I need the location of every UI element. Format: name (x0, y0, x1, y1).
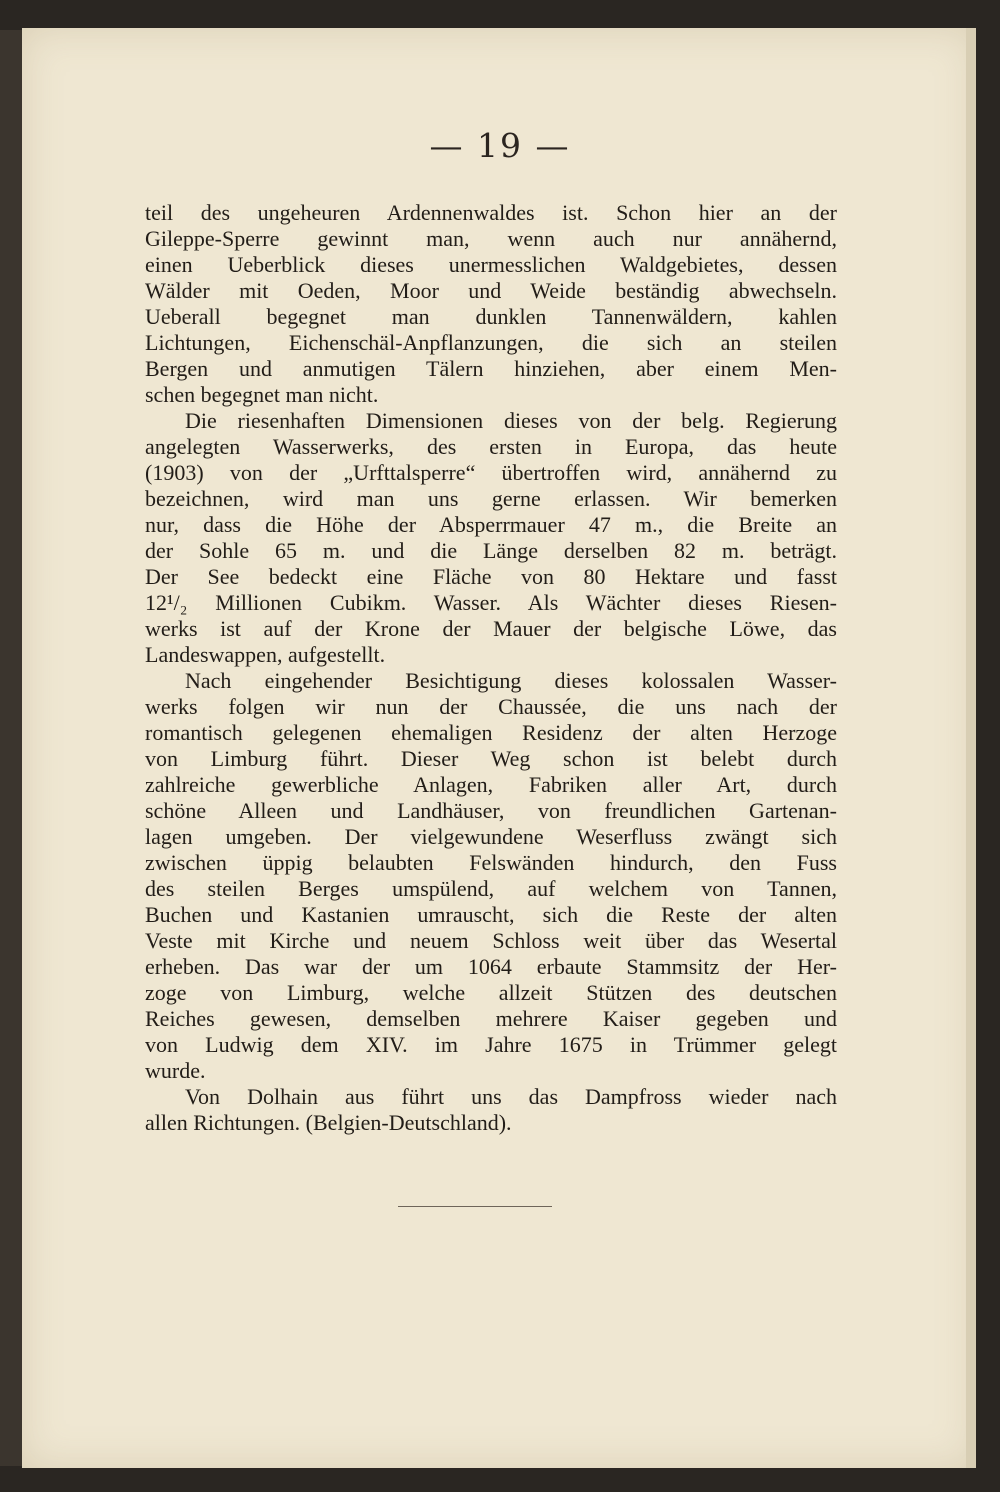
text-line: schen begegnet man nicht. (145, 382, 379, 407)
text-line: Ueberall begegnet man dunklen Tannenwäldern, kahlen (145, 304, 837, 329)
text-line: Von Dolhain aus führt uns das Dampfross wieder nach (185, 1084, 837, 1109)
text-line: teil des ungeheuren Ardennenwaldes ist. Schon hier an der (145, 200, 837, 225)
text-line: Nach eingehender Besichtigung dieses kolossalen Wasser- (185, 668, 837, 693)
text-line: des steilen Berges umspülend, auf welchem von Tannen, (145, 876, 837, 901)
end-rule (398, 1206, 552, 1207)
page-edge (966, 28, 976, 1468)
text-line: Der See bedeckt eine Fläche von 80 Hektare und fasst (145, 564, 837, 589)
text-line: der Sohle 65 m. und die Länge derselben 82 m. beträgt. (145, 538, 837, 563)
text-line: lagen umgeben. Der vielgewundene Weserfluss zwängt sich (145, 824, 837, 849)
text-line: Die riesenhaften Dimensionen dieses von der belg. Regierung (185, 408, 837, 433)
text-line: Wälder mit Oeden, Moor und Weide beständig abwechseln. (145, 278, 837, 303)
text-line: angelegten Wasserwerks, des ersten in Europa, das heute (145, 434, 837, 459)
text-line: von Ludwig dem XIV. im Jahre 1675 in Trümmer gelegt (145, 1032, 837, 1057)
text-line: von Limburg führt. Dieser Weg schon ist belebt durch (145, 746, 837, 771)
text-line: Bergen und anmutigen Tälern hinziehen, aber einem Men- (145, 356, 837, 381)
text-line: Reiches gewesen, demselben mehrere Kaiser gegeben und (145, 1006, 837, 1031)
text-line: nur, dass die Höhe der Absperrmauer 47 m., die Breite an (145, 512, 837, 537)
text-line: Landeswappen, aufgestellt. (145, 642, 386, 667)
text-line: einen Ueberblick dieses unermesslichen Waldgebietes, dessen (145, 252, 837, 277)
text-line: romantisch gelegenen ehemaligen Residenz der alten Herzoge (145, 720, 837, 745)
text-line: zwischen üppig belaubten Felswänden hindurch, den Fuss (145, 850, 837, 875)
text-line: (1903) von der „Urfttalsperre“ übertroffen wird, annähernd zu (145, 460, 837, 485)
text-line: wurde. (145, 1058, 206, 1083)
text-line: Veste mit Kirche und neuem Schloss weit über das Wesertal (145, 928, 837, 953)
text-line: zahlreiche gewerbliche Anlagen, Fabriken aller Art, durch (145, 772, 837, 797)
text-line: Buchen und Kastanien umrauscht, sich die Reste der alten (145, 902, 837, 927)
text-line: schöne Alleen und Landhäuser, von freundlichen Gartenan- (145, 798, 837, 823)
text-line: allen Richtungen. (Belgien-Deutschland). (145, 1110, 512, 1135)
text-line: 12¹/₂ Millionen Cubikm. Wasser. Als Wächter dieses Riesen- (145, 590, 837, 615)
body-text (145, 200, 837, 1136)
text-line: bezeichnen, wird man uns gerne erlassen. Wir bemerken (145, 486, 837, 511)
page-number: — 19 — (429, 126, 571, 165)
text-line: werks ist auf der Krone der Mauer der belgische Löwe, das (145, 616, 837, 641)
text-line: erheben. Das war der um 1064 erbaute Stammsitz der Her- (145, 954, 837, 979)
text-line: werks folgen wir nun der Chaussée, die uns nach der (145, 694, 837, 719)
book-spine-edge (0, 30, 22, 1466)
text-line: Gileppe-Sperre gewinnt man, wenn auch nur annähernd, (145, 226, 837, 251)
text-line: Lichtungen, Eichenschäl-Anpflanzungen, die sich an steilen (145, 330, 837, 355)
text-line: zoge von Limburg, welche allzeit Stützen des deutschen (145, 980, 837, 1005)
